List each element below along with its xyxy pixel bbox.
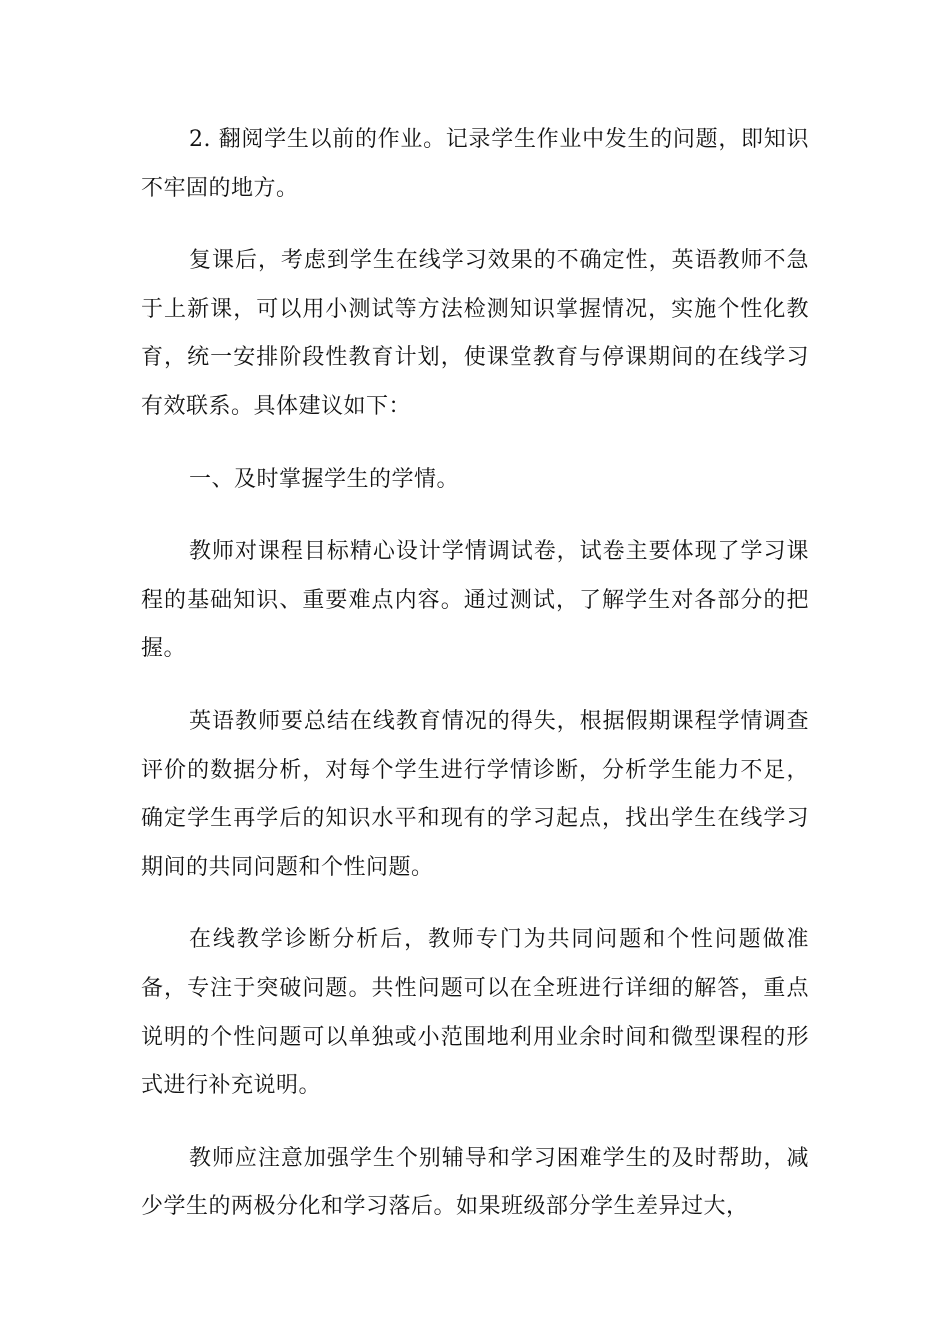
paragraph-individual-support: 教师应注意加强学生个别辅导和学习困难学生的及时帮助，减少学生的两极分化和学习落后。如果班级部分学生差异过大， (141, 1145, 809, 1220)
paragraph-homework-review: 2. 翻阅学生以前的作业。记录学生作业中发生的问题，即知识不牢固的地方。 (141, 127, 809, 201)
paragraph-problem-solving: 在线教学诊断分析后，教师专门为共同问题和个性问题做准备，专注于突破问题。共性问题可以在全班进行详细的解答，重点说明的个性问题可以单独或小范围地利用业余时间和微型课程的形式进行补充说明。 (141, 927, 809, 1099)
paragraph-test-design: 教师对课程目标精心设计学情调试卷，试卷主要体现了学习课程的基础知识、重要难点内容。通过测试，了解学生对各部分的把握。 (141, 539, 809, 662)
section-heading-learning-status: 一、及时掌握学生的学情。 (189, 466, 460, 492)
paragraph-after-resumption: 复课后，考虑到学生在线学习效果的不确定性，英语教师不急于上新课，可以用小测试等方法检测知识掌握情况，实施个性化教育，统一安排阶段性教育计划，使课堂教育与停课期间的在线学习有效联系。具体建议如下： (141, 248, 809, 419)
paragraph-diagnosis: 英语教师要总结在线教育情况的得失，根据假期课程学情调查评价的数据分析，对每个学生进行学情诊断，分析学生能力不足，确定学生再学后的知识水平和现有的学习起点，找出学生在线学习期间的共同问题和个性问题。 (141, 708, 809, 880)
document-body (141, 116, 809, 1256)
